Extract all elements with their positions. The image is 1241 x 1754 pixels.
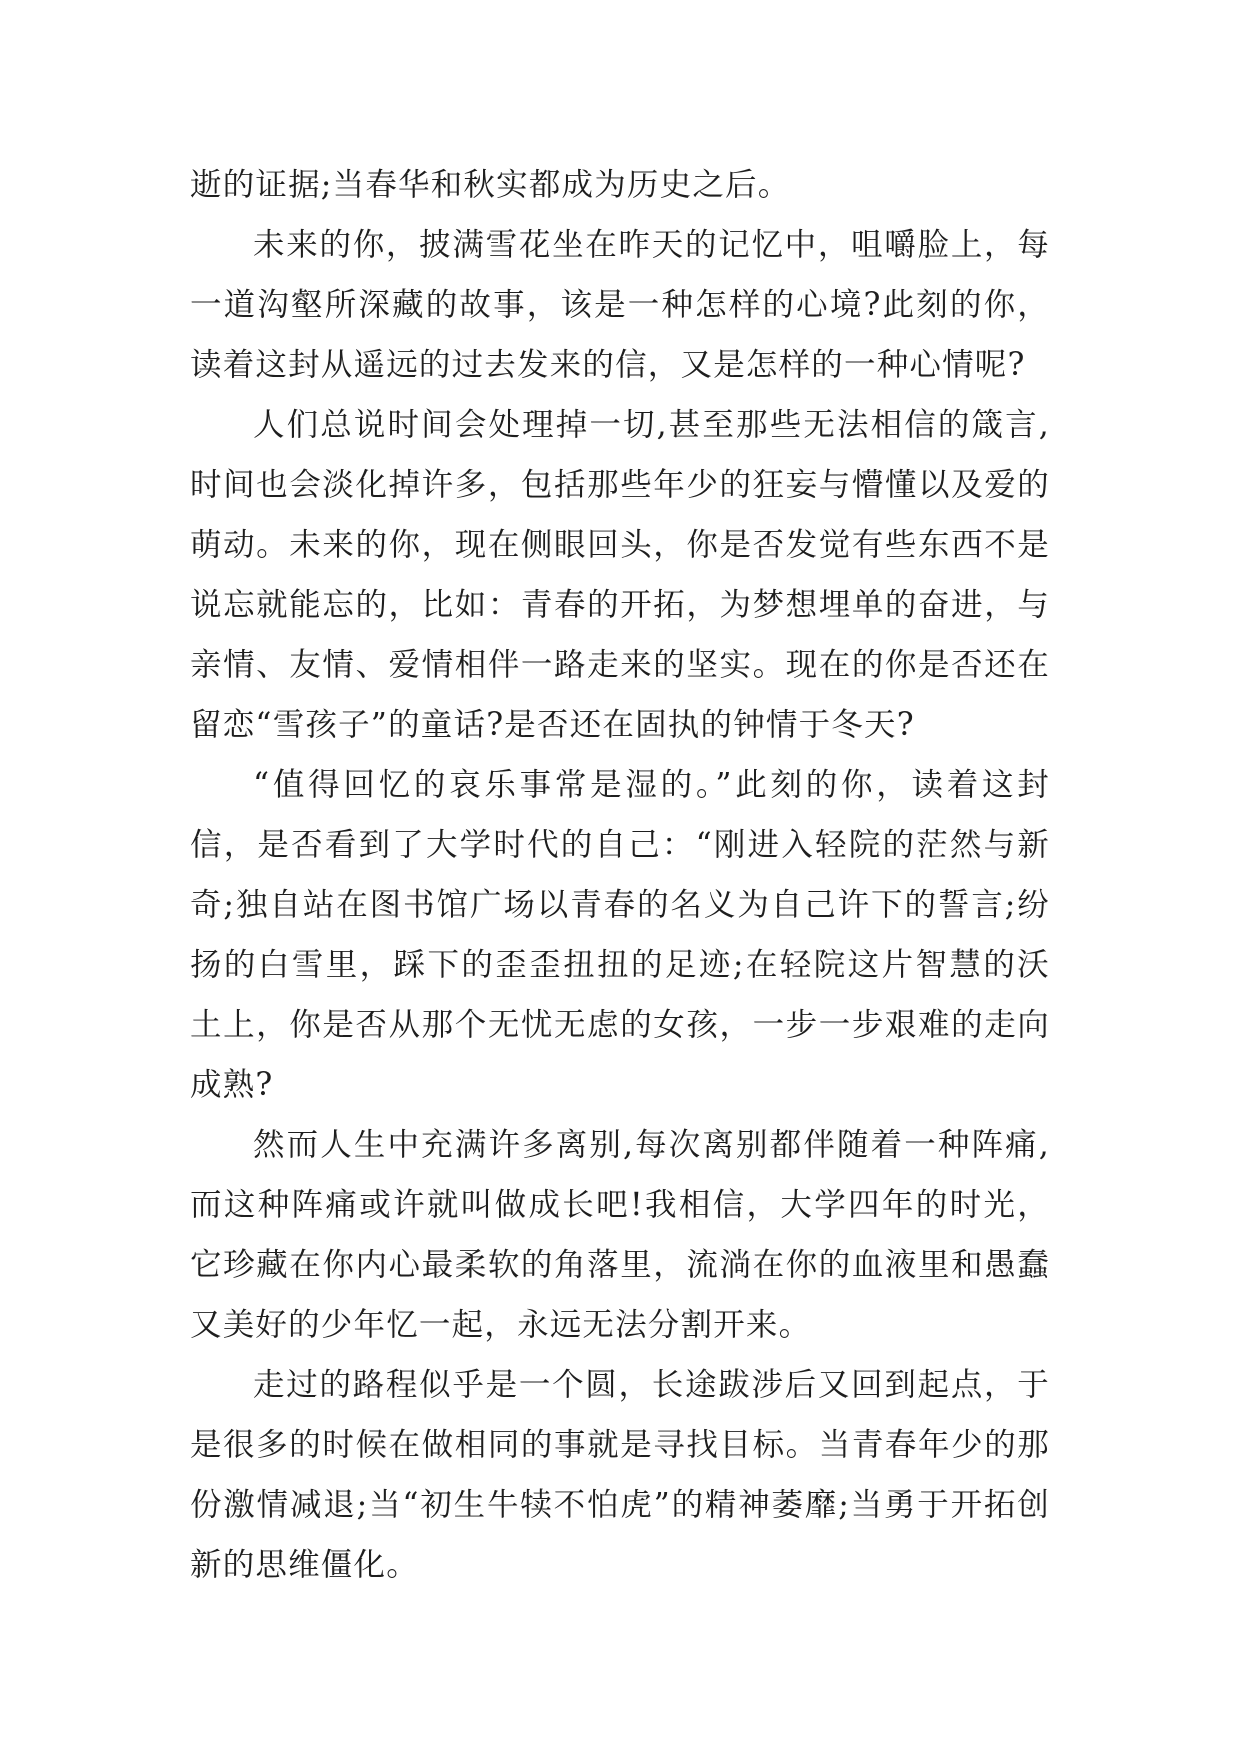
document-body — [190, 155, 1050, 1595]
paragraph-2: 未来的你，披满雪花坐在昨天的记忆中，咀嚼脸上，每一道沟壑所深藏的故事，该是一种怎样的心境?此刻的你，读着这封从遥远的过去发来的信，又是怎样的一种心情呢? — [190, 227, 1050, 383]
paragraph-3: 人们总说时间会处理掉一切,甚至那些无法相信的箴言,时间也会淡化掉许多，包括那些年少的狂妄与懵懂以及爱的萌动。未来的你，现在侧眼回头，你是否发觉有些东西不是说忘就能忘的，比如：青春的开拓，为梦想埋单的奋进，与亲情、友情、爱情相伴一路走来的坚实。现在的你是否还在留恋“雪孩子”的童话?是否还在固执的钟情于冬天? — [190, 407, 1050, 743]
paragraph-6: 走过的路程似乎是一个圆，长途跋涉后又回到起点，于是很多的时候在做相同的事就是寻找目标。当青春年少的那份激情减退;当“初生牛犊不怕虎”的精神萎靡;当勇于开拓创新的思维僵化。 — [190, 1367, 1050, 1583]
paragraph-5: 然而人生中充满许多离别,每次离别都伴随着一种阵痛,而这种阵痛或许就叫做成长吧!我相信，大学四年的时光，它珍藏在你内心最柔软的角落里，流淌在你的血液里和愚蠢又美好的少年忆一起，永远无法分割开来。 — [190, 1127, 1050, 1343]
paragraph-1: 逝的证据;当春华和秋实都成为历史之后。 — [190, 167, 791, 203]
paragraph-4: “值得回忆的哀乐事常是湿的。”此刻的你，读着这封信，是否看到了大学时代的自己：“刚进入轻院的茫然与新奇;独自站在图书馆广场以青春的名义为自己许下的誓言;纷扬的白雪里，踩下的歪歪扭扭的足迹;在轻院这片智慧的沃土上，你是否从那个无忧无虑的女孩，一步一步艰难的走向成熟? — [190, 767, 1050, 1103]
